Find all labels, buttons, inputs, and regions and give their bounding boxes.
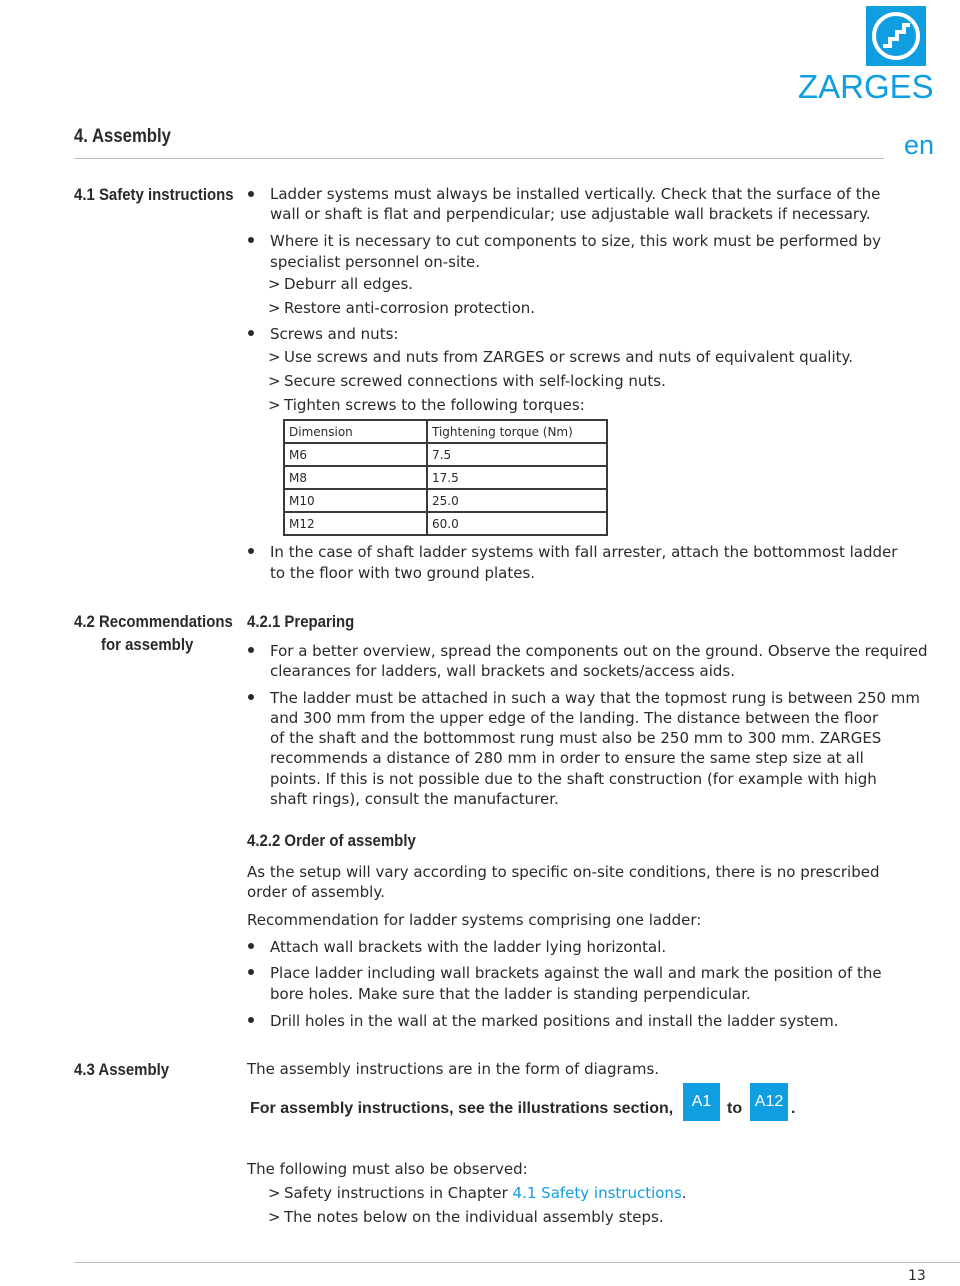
section-4-3-heading: 4.3 Assembly	[74, 1060, 170, 1079]
table-row	[284, 512, 607, 535]
observe-item-1-text: Safety instructions in Chapter	[284, 1184, 513, 1202]
order-step-2-line-2: bore holes. Make sure that the ladder is standing perpendicular.	[270, 985, 751, 1003]
safety-bullet-2-line-2: specialist personnel on-site.	[270, 253, 481, 271]
order-intro-line-2: order of assembly.	[247, 883, 385, 901]
range-to-word: to	[727, 1100, 743, 1117]
arrow-marker: >	[268, 1184, 281, 1202]
preparing-bullet-2-line-5: points. If this is not possible due to the shaft construction (for example with high	[270, 770, 877, 788]
table-row	[284, 489, 607, 512]
preparing-bullet-2-line-6: shaft rings), consult the manufacturer.	[270, 790, 559, 808]
table-header-cell: Tightening torque (Nm)	[427, 420, 607, 443]
arrow-marker: >	[268, 275, 281, 293]
arrow-marker: >	[268, 396, 281, 414]
illustration-badge-a12[interactable]: A12	[750, 1083, 788, 1121]
table-cell: 7.5	[427, 443, 607, 466]
safety-instructions-link[interactable]: 4.1 Safety instructions	[512, 1184, 682, 1202]
safety-bullet-4-line-1: In the case of shaft ladder systems with fall arrester, attach the bottommost ladder	[270, 543, 898, 561]
section-4-2-heading: 4.2 Recommendations	[74, 612, 233, 631]
table-cell: M8	[284, 466, 427, 489]
preparing-bullet-2-line-3: of the shaft and the bottommost rung must also be 250 mm to 300 mm. ZARGES	[270, 729, 882, 747]
preparing-bullet-1-line-1: For a better overview, spread the components out on the ground. Observe the required	[270, 642, 928, 660]
safety-bullet-4-line-2: to the floor with two ground plates.	[270, 564, 536, 582]
bullet-dot	[248, 969, 254, 975]
safety-bullet-3: Screws and nuts:	[270, 325, 399, 343]
safety-bullet-1-line-2: wall or shaft is flat and perpendicular; use adjustable wall brackets if necessary.	[270, 205, 871, 223]
bullet-dot	[248, 548, 254, 554]
preparing-bullet-2-line-1: The ladder must be attached in such a way that the topmost rung is between 250 mm	[270, 689, 921, 707]
safety-substep: Restore anti-corrosion protection.	[284, 299, 536, 317]
table-cell: M10	[284, 489, 427, 512]
arrow-marker: >	[268, 299, 281, 317]
safety-bullet-1-line-1: Ladder systems must always be installed vertically. Check that the surface of the	[270, 185, 881, 203]
safety-bullet-2-line-1: Where it is necessary to cut components to size, this work must be performed by	[270, 232, 882, 250]
subsection-4-2-1-heading: 4.2.1 Preparing	[247, 612, 355, 631]
table-header-cell: Dimension	[284, 420, 427, 443]
table-cell: M6	[284, 443, 427, 466]
bullet-dot	[248, 943, 254, 949]
order-recommendation: Recommendation for ladder systems comprising one ladder:	[247, 911, 702, 929]
stairs-circle-icon	[866, 6, 926, 66]
table-cell: M12	[284, 512, 427, 535]
screws-substep: Tighten screws to the following torques:	[284, 396, 585, 414]
preparing-bullet-1-line-2: clearances for ladders, wall brackets and sockets/access aids.	[270, 662, 735, 680]
arrow-marker: >	[268, 348, 281, 366]
brand-wordmark: ZARGES	[798, 68, 934, 105]
table-header-row	[284, 420, 607, 443]
language-code: en	[904, 130, 935, 160]
table-cell: 17.5	[427, 466, 607, 489]
observe-item-2: The notes below on the individual assembly steps.	[284, 1208, 664, 1226]
subsection-4-2-2-heading: 4.2.2 Order of assembly	[247, 831, 416, 850]
table-cell: 25.0	[427, 489, 607, 512]
preparing-bullet-2-line-2: and 300 mm from the upper edge of the landing. The distance between the floor	[270, 709, 879, 727]
safety-substep: Deburr all edges.	[284, 275, 414, 293]
section-4-1-heading: 4.1 Safety instructions	[74, 185, 234, 204]
screws-substep: Use screws and nuts from ZARGES or screws and nuts of equivalent quality.	[284, 348, 854, 366]
torque-table	[283, 419, 608, 536]
bullet-dot	[248, 647, 254, 653]
bullet-dot	[248, 1017, 254, 1023]
observe-item-1	[284, 1183, 687, 1203]
order-step-3: Drill holes in the wall at the marked positions and install the ladder system.	[270, 1012, 839, 1030]
table-row	[284, 466, 607, 489]
order-step-1: Attach wall brackets with the ladder lying horizontal.	[270, 938, 667, 956]
arrow-marker: >	[268, 1208, 281, 1226]
bullet-dot	[248, 237, 254, 243]
arrow-marker: >	[268, 372, 281, 390]
table-row	[284, 443, 607, 466]
chapter-title: 4. Assembly	[74, 126, 171, 147]
table-cell: 60.0	[427, 512, 607, 535]
zarges-logo-mark	[866, 6, 926, 66]
illustration-badge-a1[interactable]: A1	[683, 1083, 720, 1121]
reference-period: .	[791, 1100, 796, 1117]
order-step-2-line-1: Place ladder including wall brackets against the wall and mark the position of the	[270, 964, 882, 982]
page-number: 13	[908, 1268, 926, 1284]
screws-substep: Secure screwed connections with self-locking nuts.	[284, 372, 666, 390]
observe-intro: The following must also be observed:	[247, 1160, 528, 1178]
section-4-2-heading-line-2: for assembly	[101, 635, 194, 654]
header-divider	[74, 158, 884, 159]
order-intro-line-1: As the setup will vary according to specific on-site conditions, there is no prescribed	[247, 863, 880, 881]
assembly-intro: The assembly instructions are in the form of diagrams.	[247, 1060, 660, 1078]
assembly-reference-text: For assembly instructions, see the illustrations section,	[250, 1100, 674, 1117]
bullet-dot	[248, 191, 254, 197]
footer-divider	[74, 1262, 960, 1263]
preparing-bullet-2-line-4: recommends a distance of 280 mm in order to ensure the same step size at all	[270, 749, 864, 767]
bullet-dot	[248, 694, 254, 700]
bullet-dot	[248, 330, 254, 336]
observe-item-1-period: .	[681, 1184, 687, 1202]
